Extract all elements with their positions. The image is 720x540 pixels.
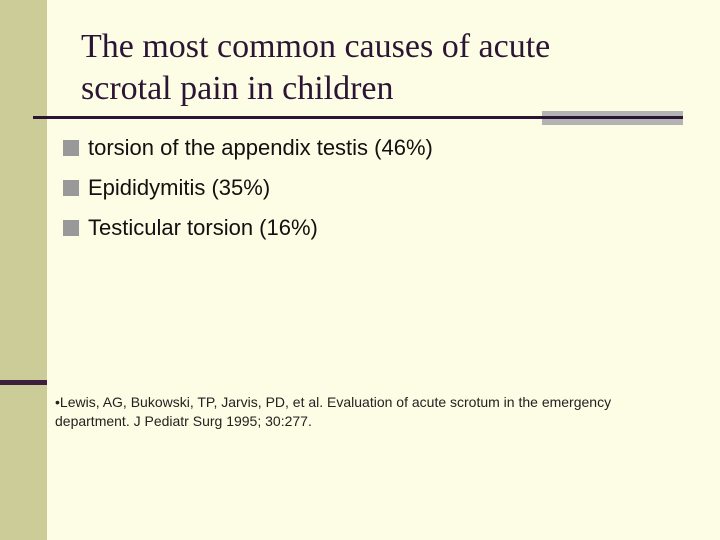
square-bullet-icon: [63, 220, 79, 236]
bullet-text: torsion of the appendix testis (46%): [88, 135, 433, 160]
square-bullet-icon: [63, 140, 79, 156]
left-decorative-band: [0, 0, 47, 540]
slide-title-line-2: scrotal pain in children: [81, 70, 394, 107]
left-band-divider: [0, 380, 47, 385]
square-bullet-icon: [63, 180, 79, 196]
bullet-item: [63, 128, 433, 168]
bullet-list: [63, 128, 433, 248]
reference-line-2: department. J Pediatr Surg 1995; 30:277.: [55, 413, 312, 429]
bullet-item: [63, 208, 433, 248]
title-rule-accent-bottom: [542, 119, 683, 125]
slide-title: [81, 26, 681, 110]
bullet-item: [63, 168, 433, 208]
reference-line-1: •Lewis, AG, Bukowski, TP, Jarvis, PD, et al. Evaluation of acute scrotum in the emergency: [55, 394, 612, 410]
reference-citation: [55, 393, 705, 431]
bullet-text: Testicular torsion (16%): [88, 215, 318, 240]
bullet-text: Epididymitis (35%): [88, 175, 271, 200]
slide-title-line-1: The most common causes of acute: [81, 28, 551, 65]
title-divider: [33, 116, 683, 119]
